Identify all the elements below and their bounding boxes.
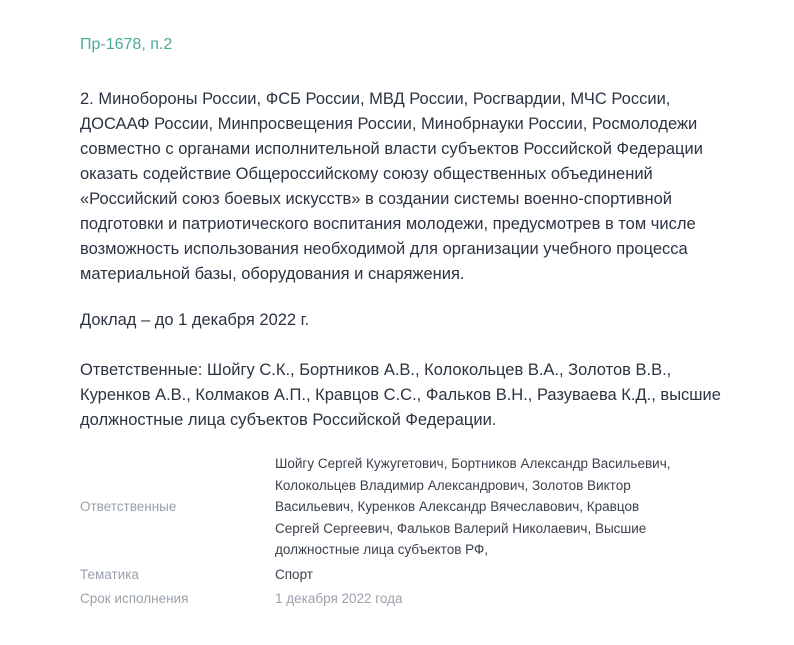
metadata-table (80, 453, 730, 610)
instruction-main-paragraph: 2. Минобороны России, ФСБ России, МВД России, Росгвардии, МЧС России, ДОСААФ России, Минпросвещения России, Минобрнауки России, Росмолодежи совместно с органами исполнительной власти субъектов Российской Федерации оказать содействие Общероссийскому союзу общественных объединений «Российский союз боевых искусств» в создании системы военно-спортивной подготовки и патриотического воспитания молодежи, предусмотрев в том числе возможность использования необходимой для организации учебного процесса материальной базы, оборудования и снаряжения. (80, 90, 703, 283)
responsible-summary-line: Ответственные: Шойгу С.К., Бортников А.В., Колокольцев В.А., Золотов В.В., Куренков А.В., Колмаков А.П., Кравцов С.С., Фальков В.Н., Разуваева К.Д., высшие должностные лица субъектов Российской Федерации. (80, 361, 721, 429)
meta-label-deadline: Срок исполнения (80, 591, 189, 606)
meta-label-topic: Тематика (80, 566, 139, 582)
meta-value-deadline: 1 декабря 2022 года (275, 591, 403, 606)
instruction-ref-link[interactable]: Пр-1678, п.2 (80, 36, 173, 53)
meta-value-responsible: Шойгу Сергей Кужугетович, Бортников Александр Васильевич, Колокольцев Владимир Александрович, Золотов Виктор Васильевич, Куренков Александр Вячеславович, Кравцов Сергей Сергеевич, Фальков Валерий Николаевич, Высшие должностные лица субъектов РФ, (275, 456, 671, 557)
meta-value-topic: Спорт (275, 566, 313, 582)
meta-label-responsible: Ответственные (80, 499, 177, 514)
report-deadline-line: Доклад – до 1 декабря 2022 г. (80, 311, 310, 329)
